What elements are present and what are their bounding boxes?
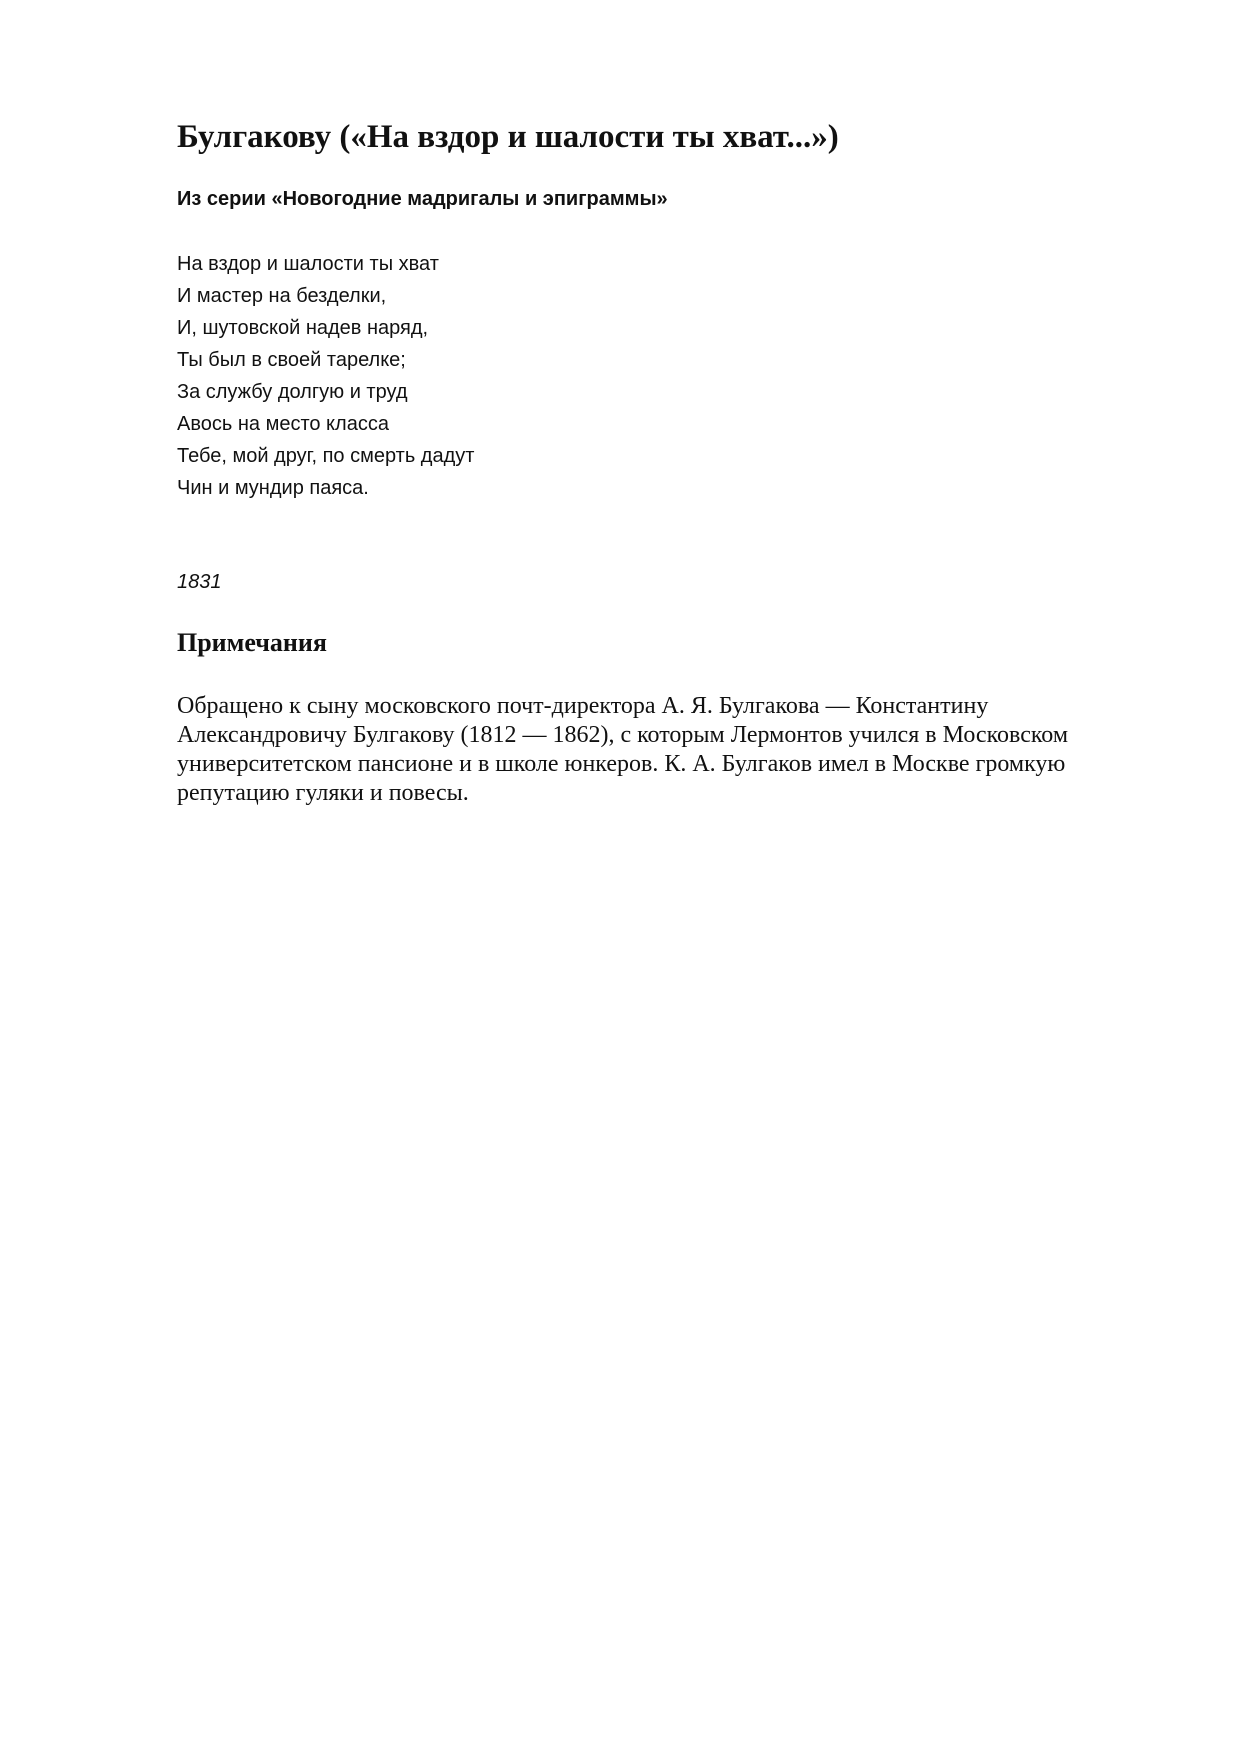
poem-line: Тебе, мой друг, по смерть дадут [177,445,475,467]
poem-line: За службу долгую и труд [177,381,408,403]
notes-heading: Примечания [177,628,327,657]
notes-line: репутацию гуляки и повесы. [177,780,469,806]
poem-line: Ты был в своей тарелке; [177,349,406,371]
poem-line: Авось на место класса [177,413,389,435]
notes-paragraph [177,692,1137,808]
page-title: Булгакову («На вздор и шалости ты хват...») [177,119,839,155]
poem-line: На вздор и шалости ты хват [177,253,439,275]
notes-line: Александровичу Булгакову (1812 — 1862), с которым Лермонтов учился в Московском [177,722,1069,748]
poem-line: И мастер на безделки, [177,285,387,307]
poem-year: 1831 [177,571,222,593]
notes-line: Обращено к сыну московского почт-директора А. Я. Булгакова — Константину [177,693,989,719]
poem-text [177,248,474,504]
notes-line: университетском пансионе и в школе юнкеров. К. А. Булгаков имел в Москве громкую [177,751,1066,777]
poem-line: И, шутовской надев наряд, [177,317,429,339]
poem-line: Чин и мундир паяса. [177,477,369,499]
series-subtitle: Из серии «Новогодние мадригалы и эпиграммы» [177,188,668,210]
